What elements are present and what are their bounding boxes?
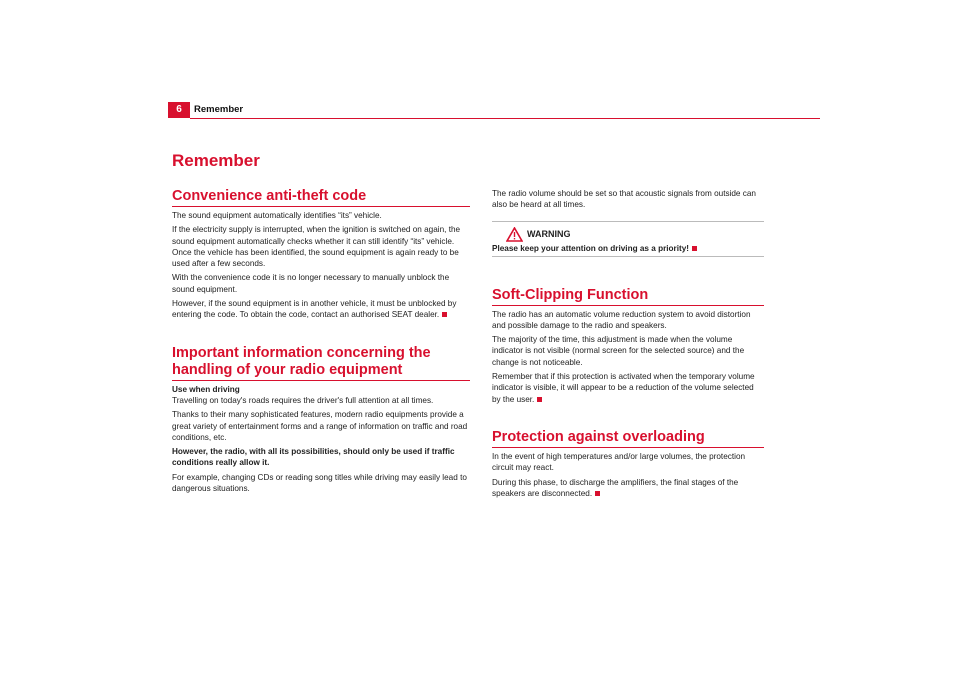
section-heading-anti-theft: Convenience anti-theft code	[172, 188, 470, 207]
paragraph	[172, 298, 470, 321]
paragraph: The radio volume should be set so that acoustic signals from outside can also be heard at all times.	[492, 189, 756, 210]
paragraph	[492, 477, 764, 500]
warning-text	[492, 244, 764, 253]
paragraph	[492, 371, 764, 405]
paragraph: Travelling on today's roads requires the driver's full attention at all times.	[172, 395, 434, 405]
paragraph: Thanks to their many sophisticated features, modern radio equipments provide a great variety of entertainment forms and a range of information on traffic and road conditions, etc.	[172, 410, 468, 442]
paragraph: The majority of the time, this adjustment is made when the volume indicator is not visible (normal screen for the selected source) and the change is not noticeable.	[492, 335, 745, 367]
page-number: 6	[168, 102, 190, 118]
warning-text-content: Please keep your attention on driving as a priority!	[492, 243, 690, 253]
paragraph-text: During this phase, to discharge the amplifiers, the final stages of the speakers are disconnected.	[492, 477, 739, 498]
paragraph: For example, changing CDs or reading song titles while driving may easily lead to dangerous situations.	[172, 472, 467, 494]
paragraph: With the convenience code it is no longer necessary to manually unblock the sound equipment.	[172, 273, 450, 294]
paragraph-text: However, if the sound equipment is in another vehicle, it must be unblocked by entering the code. To obtain the code, contact an authorised SEAT dealer.	[172, 299, 457, 320]
section-heading-overloading: Protection against overloading	[492, 429, 764, 448]
section-heading-important-info: Important information concerning the handling of your radio equipment	[172, 345, 470, 381]
running-title: Remember	[194, 104, 244, 115]
chapter-title: Remember	[172, 151, 260, 170]
paragraph: The sound equipment automatically identifies “its” vehicle.	[172, 211, 382, 220]
warning-header	[506, 227, 764, 242]
header-rule	[190, 118, 820, 119]
paragraph-text: Remember that if this protection is activated when the temporary volume indicator is visible, it will appear to be a reduction of the volume selected by the user.	[492, 372, 755, 404]
end-of-section-icon	[537, 397, 542, 402]
warning-box	[492, 221, 764, 257]
end-of-section-icon	[442, 312, 447, 317]
paragraph: If the electricity supply is interrupted, when the ignition is switched on again, the sound equipment automatically checks whether it can still identify “its” vehicle. Once the vehicle has been identified, the sound equipment is again ready to be used after a few seconds.	[172, 225, 461, 269]
end-of-section-icon	[692, 246, 697, 251]
paragraph-bold: However, the radio, with all its possibilities, should only be used if traffic conditions really allow it.	[172, 447, 455, 468]
paragraph: In the event of high temperatures and/or large volumes, the protection circuit may react.	[492, 451, 746, 473]
subheading-use-when-driving: Use when driving	[172, 384, 240, 394]
warning-title: WARNING	[527, 229, 571, 240]
end-of-section-icon	[595, 491, 600, 496]
section-heading-soft-clipping: Soft-Clipping Function	[492, 287, 764, 306]
warning-triangle-icon	[506, 227, 523, 242]
left-column	[172, 188, 470, 494]
paragraph: The radio has an automatic volume reduction system to avoid distortion and possible damage to the radio and speakers.	[492, 309, 751, 330]
right-column	[492, 188, 764, 499]
